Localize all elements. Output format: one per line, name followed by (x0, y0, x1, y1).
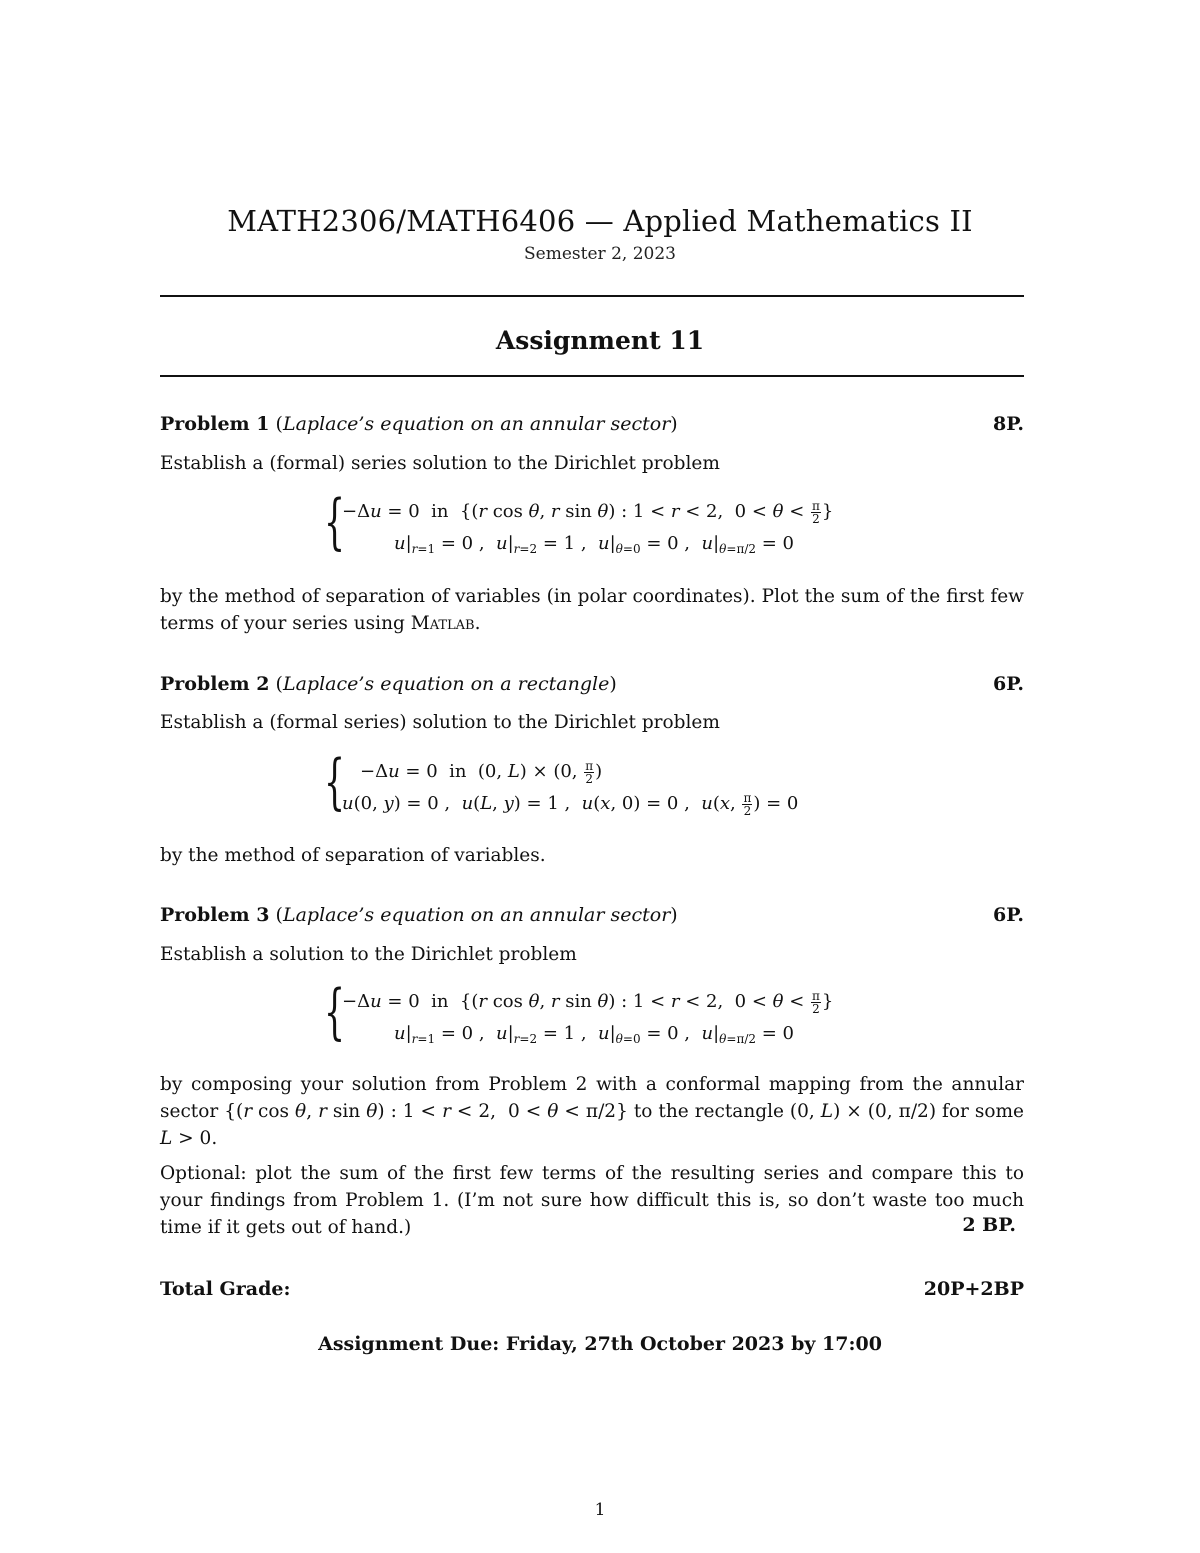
problem-3-points: 6P. (993, 904, 1024, 926)
problem-3-heading: Problem 3 (Laplace’s equation on an annular sector) 6P. (160, 904, 1024, 926)
course-title: MATH2306/MATH6406 — Applied Mathematics II (227, 204, 973, 238)
problem-3-intro: Establish a solution to the Dirichlet problem (160, 944, 577, 965)
matlab-label: Matlab (410, 613, 475, 634)
semester-label: Semester 2, 2023 (524, 244, 676, 264)
problem-1-equation: { −Δu = 0 in {(r cos θ, r sin θ) : 1 < r < 2, 0 < θ < $\frac{\pi}{2}$ } $u|_{r=1} = 0$ , $u|_{r=2} = 1$ , $u|_{\theta=0} = 0$ , $u|_{\theta=\pi/2} = 0$ (324, 487, 834, 557)
problem-2-label: Problem 2 (160, 673, 270, 695)
problem-3-subtitle: Laplace’s equation on an annular sector (282, 904, 671, 926)
problem-2-equation: { −Δu = 0 in (0, L) × (0, $\frac{\pi}{2}$ ) u(0, y) = 0 , u(L, y) = 1 , u(x, 0) = 0 , u(x, $\frac{\pi}{2}$ ) = 0 (324, 747, 799, 818)
problem-1-heading: Problem 1 (Laplace’s equation on an annular sector) 8P. (160, 413, 1024, 435)
problem-2-intro: Establish a (formal series) solution to the Dirichlet problem (160, 712, 720, 733)
problem-1-label: Problem 1 (160, 413, 270, 435)
problem-2-heading: Problem 2 (Laplace’s equation on a rectangle) 6P. (160, 673, 1024, 695)
assignment-title: Assignment 11 (495, 326, 705, 355)
problem-3-after: by composing your solution from Problem 2 with a conformal mapping from the annular sector {(r cos θ, r sin θ) : 1 < r < 2, 0 < θ < π/2} to the rectangle (0, L) × (0, π/2) for some L > 0. (160, 1074, 1024, 1149)
total-grade-label: Total Grade: (160, 1278, 291, 1300)
problem-1-intro: Establish a (formal) series solution to the Dirichlet problem (160, 453, 720, 474)
problem-3-equation: { −Δu = 0 in {(r cos θ, r sin θ) : 1 < r < 2, 0 < θ < $\frac{\pi}{2}$ } $u|_{r=1} = 0$ , $u|_{r=2} = 1$ , $u|_{\theta=0} = 0$ , $u|_{\theta=\pi/2} = 0$ (324, 977, 834, 1047)
problem-2-points: 6P. (993, 673, 1024, 695)
problem-3-label: Problem 3 (160, 904, 270, 926)
bonus-points: 2 BP. (962, 1214, 1016, 1236)
problem-1-subtitle: Laplace’s equation on an annular sector (282, 413, 671, 435)
problem-1-after: by the method of separation of variables (in polar coordinates). Plot the sum of the first few terms of your series using Matlab. (160, 586, 1024, 634)
page-number: 1 (594, 1500, 606, 1520)
total-grade-value: 20P+2BP (923, 1278, 1024, 1300)
problem-2-after: by the method of separation of variables. (160, 845, 546, 866)
top-rule (160, 295, 1024, 297)
problem-1-points: 8P. (993, 413, 1024, 435)
problem-2-subtitle: Laplace’s equation on a rectangle (282, 673, 610, 695)
bottom-rule (160, 375, 1024, 377)
due-date: Assignment Due: Friday, 27th October 2023 by 17:00 (318, 1333, 882, 1355)
problem-3-optional: Optional: plot the sum of the first few terms of the resulting series and compare this to your findings from Problem 1. (I’m not sure how difficult this is, so don’t waste too much time if it gets out of hand.) (160, 1163, 1024, 1238)
total-grade-row (160, 1278, 1024, 1300)
